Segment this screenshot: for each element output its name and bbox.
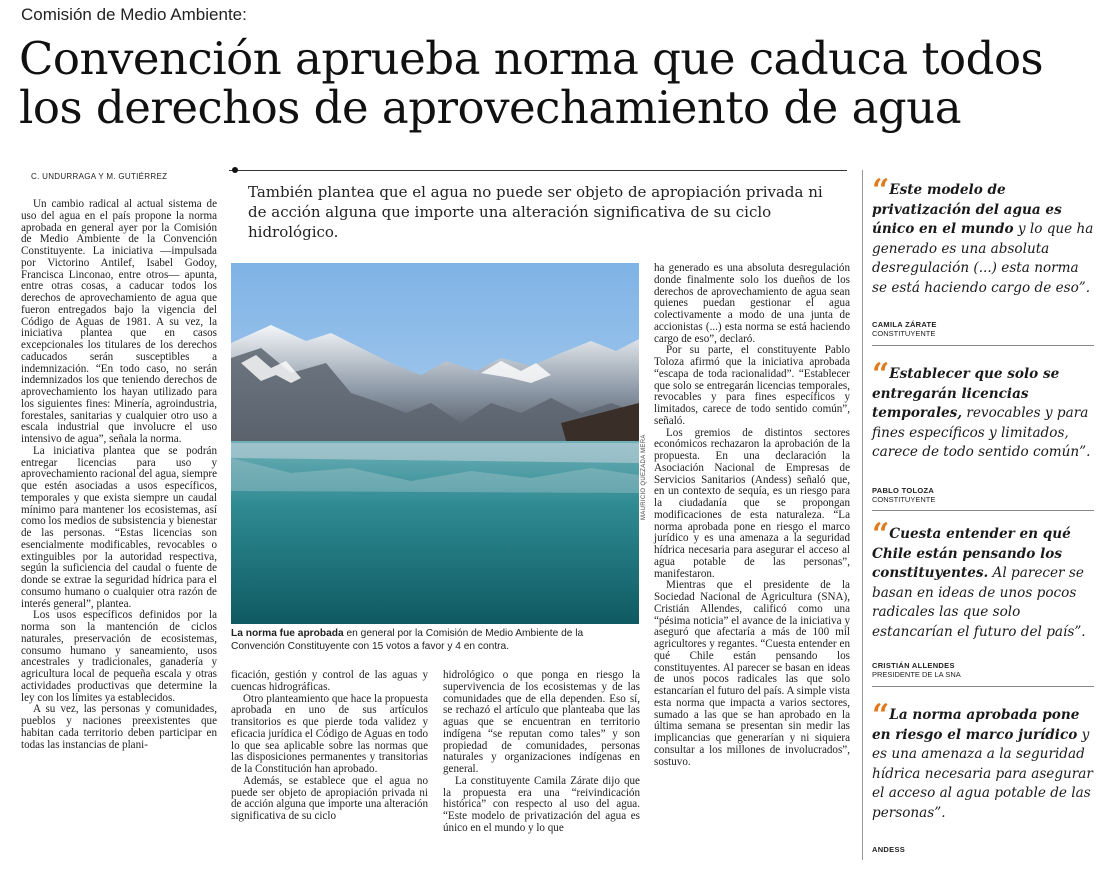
headline bbox=[19, 34, 1094, 132]
quote-attribution-2 bbox=[872, 486, 1094, 504]
photo-caption bbox=[231, 628, 639, 653]
photo-credit: MAURICIO QUEZADA MERA bbox=[641, 434, 647, 520]
quote-mark-icon: “ bbox=[872, 357, 887, 392]
headline-line-2: los derechos de aprovechamiento de agua bbox=[19, 81, 962, 134]
pull-quote-2 bbox=[872, 357, 1094, 463]
paragraph: Por su parte, el constituyente Pablo Toloza afirmó que la iniciativa aprobada “escapa de toda racionalidad”. “Establecer que solo se entregarán licencias temporales, revocables y para fines específicos y limitados, carece de todo sentido común”, señaló. bbox=[654, 344, 850, 427]
quote-role: CONSTITUYENTE bbox=[872, 495, 936, 504]
paragraph: ficación, gestión y control de las aguas y cuencas hidrográficas. bbox=[231, 669, 428, 693]
quote-rest: y es una amenaza a la seguridad hídrica necesaria para asegurar el acceso al agua potable de las personas”. bbox=[872, 726, 1093, 821]
caption-text: en general por la Comisión de Medio Ambiente de la Convención Constituyente con 15 votos a favor y 4 en contra. bbox=[231, 628, 584, 652]
paragraph: Los usos específicos definidos por la norma son la mantención de ciclos naturales, preservación de ecosistemas, consumo humano y saneamiento, usos ancestrales y tradicionales, ganadería y agricultura local de pequeña escala y otras actividades productivas que determine la ley con los límites ya establecidos. bbox=[21, 609, 217, 704]
body-column-2 bbox=[231, 670, 428, 823]
mountain-lake-photo bbox=[231, 263, 639, 624]
lede-bullet-icon bbox=[232, 167, 238, 173]
paragraph: A su vez, las personas y comunidades, pueblos y naciones preexistentes que habitan cada territorio deben participar en todas las instancias de plani- bbox=[21, 703, 217, 751]
quote-attribution-1 bbox=[872, 320, 1094, 338]
lede-deck: También plantea que el agua no puede ser objeto de apropiación privada ni de acción alguna que importe una alteración significativa de su ciclo hidrológico. bbox=[248, 183, 823, 241]
paragraph: Mientras que el presidente de la Sociedad Nacional de Agricultura (SNA), Cristián Allendes, calificó como una “pésima noticia” el avance de la iniciativa y aseguró que afectaría a más de 100 mil agricultores y regantes. “Cuesta entender en qué Chile están pensando los constituyentes. Al parecer se basan en ideas de unos pocos radicales las que solo estancarían el futuro del país. A simple vista esta norma que impacta a varios sectores, sumado a las que se han aprobado en la última semana se presentan sin medir las implicancias que generarían y ni siquiera consultar a los millones de involucrados”, sostuvo. bbox=[654, 579, 850, 768]
quote-role: PRESIDENTE DE LA SNA bbox=[872, 670, 961, 679]
paragraph: ha generado es una absoluta desregulación donde finalmente solo los dueños de los derechos de aprovechamiento de agua sean quienes puedan gestionar el agua colectivamente a modo de una junta de accionistas (...) esta norma se está haciendo cargo de eso”, declaró. bbox=[654, 262, 850, 345]
paragraph: La iniciativa plantea que se podrán entregar licencias para uso y aprovechamiento racional del agua, siempre que estén asociadas a usos específicos, temporales y que exista siempre un caudal mínimo para mantener los ecosistemas, así como los medios de subsistencia y bienestar de las personas. “Estas licencias son esencialmente modificables, revocables o extinguibles por la autoridad respectiva, según la suficiencia del caudal o fuente de donde se extrae la seguridad hídrica para el consumo humano o cualquier otra razón de interés general”, plantea. bbox=[21, 444, 217, 610]
mountain-lake-icon bbox=[231, 263, 639, 624]
quote-divider bbox=[872, 686, 1094, 687]
paragraph: Un cambio radical al actual sistema de uso del agua en el país propone la norma aprobada en general ayer por la Comisión de Medio Ambiente de la Convención Constituyente. La iniciativa —impulsada por Victorino Antilef, Isabel Godoy, Francisca Linconao, entre otros— apunta, entre otras cosas, a caducar todos los derechos de aprovechamiento de agua que fueron entregados bajo la vigencia del Código de Aguas de 1981. A su vez, la iniciativa plantea que en casos excepcionales los titulares de los derechos caducados serán susceptibles a indemnización. “En todo caso, no serán indemnizados los que teniendo derechos de aprovechamiento los hayan utilizado para los siguientes fines: Minería, agroindustria, forestales, sanitarias y cualquier otro uso a escala industrial que involucre el uso intensivo de agua”, señala la norma. bbox=[21, 198, 217, 445]
body-column-3 bbox=[443, 670, 640, 835]
caption-lead: La norma fue aprobada bbox=[231, 628, 344, 639]
quote-attribution-4 bbox=[872, 845, 1094, 854]
quote-author: CAMILA ZÁRATE bbox=[872, 320, 937, 329]
quote-rest: revocables y para fines específicos y limitados, carece de todo sentido común”. bbox=[872, 405, 1091, 460]
sidebar-divider bbox=[862, 170, 863, 860]
byline: C. UNDURRAGA Y M. GUTIÉRREZ bbox=[31, 172, 168, 181]
paragraph: Además, se establece que el agua no puede ser objeto de apropiación privada ni de acción alguna que importe una alteración significativa de su ciclo bbox=[231, 774, 428, 822]
pull-quote-4 bbox=[872, 698, 1094, 823]
quote-bold: Establecer que solo se entregarán licencias temporales, bbox=[872, 366, 1060, 421]
quote-author: CRISTIÁN ALLENDES bbox=[872, 661, 955, 670]
quote-bold: Cuesta entender en qué Chile están pensando los constituyentes. bbox=[872, 526, 1071, 581]
pull-quote-3 bbox=[872, 517, 1094, 642]
quote-attribution-3 bbox=[872, 661, 1094, 679]
quote-bold: Este modelo de privatización del agua es único en el mundo bbox=[872, 182, 1062, 237]
lede-rule bbox=[229, 170, 847, 171]
quote-mark-icon: “ bbox=[872, 517, 887, 552]
headline-line-1: Convención aprueba norma que caduca todos bbox=[19, 32, 1044, 85]
paragraph: La constituyente Camila Zárate dijo que la propuesta era una “reivindicación histórica” con respecto al uso del agua. “Este modelo de privatización del agua es único en el mundo y lo que bbox=[443, 774, 640, 834]
section-kicker: Comisión de Medio Ambiente: bbox=[21, 5, 247, 24]
body-column-1 bbox=[21, 199, 217, 751]
quote-mark-icon: “ bbox=[872, 173, 887, 208]
quote-bold: La norma aprobada pone en riesgo el marco jurídico bbox=[872, 707, 1080, 743]
quote-divider bbox=[872, 510, 1094, 511]
quote-author: ANDESS bbox=[872, 845, 906, 854]
paragraph: Los gremios de distintos sectores económicos rechazaron la aprobación de la propuesta. En una declaración la Asociación Nacional de Empresas de Servicios Sanitarios (Andess) señaló que, en un contexto de sequía, es un riesgo para la ciudadanía que se propongan modificaciones de esta naturaleza. “La norma aprobada pone en riesgo el marco jurídico y es una amenaza a la seguridad hídrica necesaria para asegurar el acceso al agua potable de las personas”, manifestaron. bbox=[654, 426, 850, 580]
quote-role: CONSTITUYENTE bbox=[872, 329, 936, 338]
pull-quote-1 bbox=[872, 173, 1094, 298]
body-column-4 bbox=[654, 263, 850, 768]
quote-rest: y lo que ha generado es una absoluta desregulación (...) esta norma se está haciendo cargo de eso”. bbox=[872, 221, 1094, 296]
quote-rest: Al parecer se basan en ideas de unos pocos radicales las que solo estancarían el futuro del país”. bbox=[872, 565, 1086, 640]
paragraph: hidrológico o que ponga en riesgo la supervivencia de los ecosistemas y de las comunidades que de ella dependen. Eso sí, se rechazó el artículo que planteaba que las aguas que se encuentran en territorio indígena “se reputan como tales” y son propiedad de comunidades, personas naturales y organizaciones indígenas en general. bbox=[443, 669, 640, 775]
quote-divider bbox=[872, 345, 1094, 346]
quote-author: PABLO TOLOZA bbox=[872, 486, 935, 495]
paragraph: Otro planteamiento que hace la propuesta aprobada en uno de sus artículos transitorios es que pierde toda validez y eficacia jurídica el Código de Aguas en todo lo que sea aplicable sobre las normas que las disposiciones permanentes y transitorias de la Constitución han aprobado. bbox=[231, 692, 428, 775]
quote-mark-icon: “ bbox=[872, 698, 887, 733]
